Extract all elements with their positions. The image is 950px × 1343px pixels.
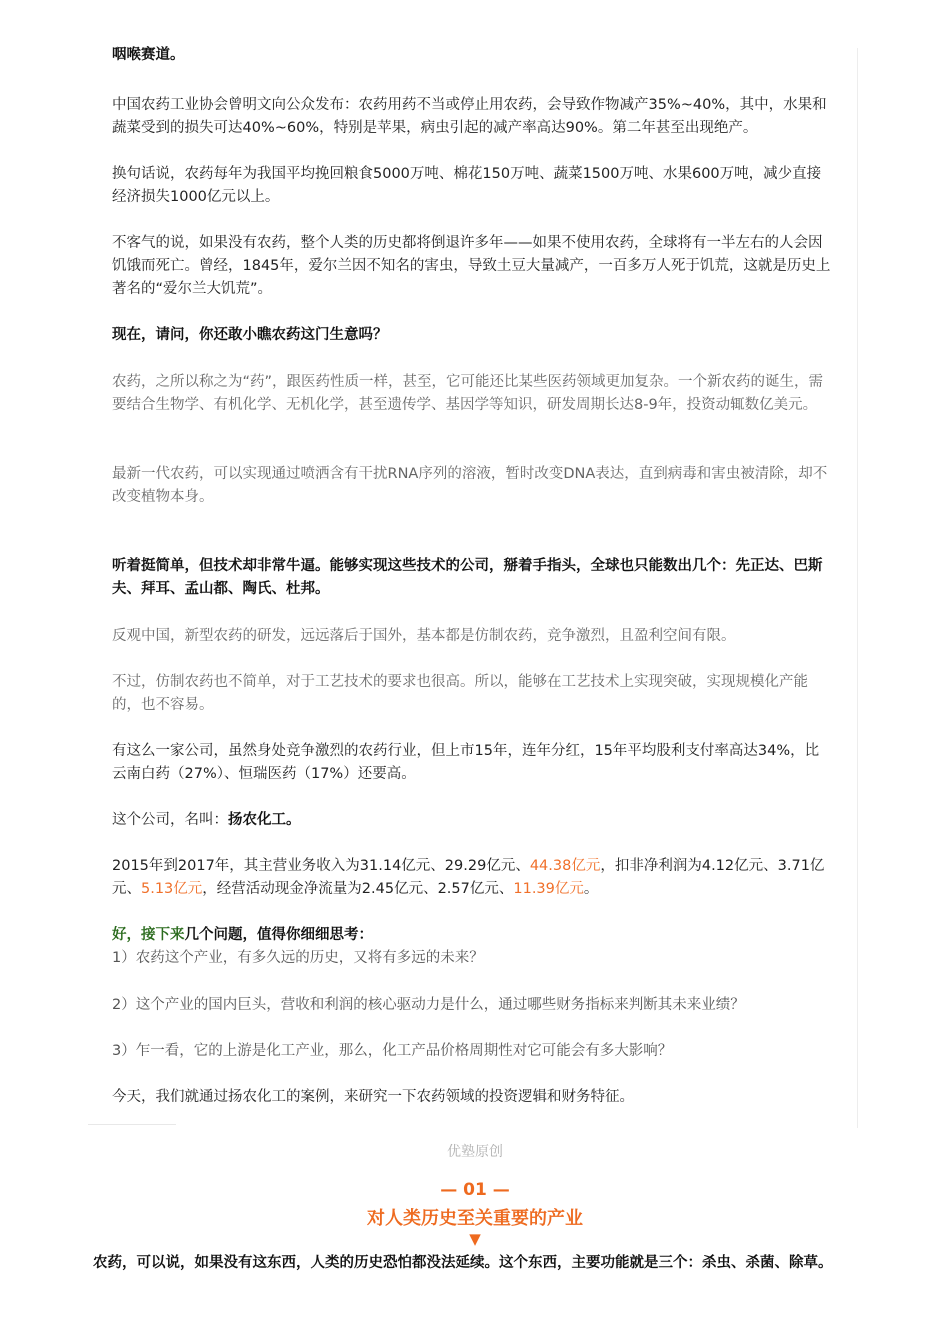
section-intro: 农药，可以说，如果没有这东西，人类的历史恐怕都没法延续。这个东西，主要功能就是三个：杀虫、杀菌、除草。 bbox=[93, 1255, 833, 1271]
paragraph-china-comparison: 反观中国，新型农药的研发，远远落后于国外，基本都是仿制农药，竞争激烈，且盈利空间有限。 bbox=[112, 628, 736, 644]
financials-text-4: 。 bbox=[583, 881, 599, 897]
questions-intro-green: 好，接下来 bbox=[112, 927, 185, 943]
financials-text-3: ，经营活动现金净流量为2.45亿元、2.57亿元、 bbox=[202, 881, 514, 897]
paragraph-rna-pesticide: 最新一代农药，可以实现通过喷洒含有干扰RNA序列的溶液，暂时改变DNA表达，直到病毒和害虫被清除，却不改变植物本身。 bbox=[112, 466, 828, 505]
paragraph-generic-pesticide: 不过，仿制农药也不简单，对于工艺技术的要求也很高。所以，能够在工艺技术上实现突破，实现规模化产能的，也不容易。 bbox=[112, 674, 808, 713]
section-number: — 01 — bbox=[440, 1180, 510, 1200]
paragraph-company-dividends: 有这么一家公司，虽然身处竞争激烈的农药行业，但上市15年，连年分红，15年平均股利支付率高达34%，比云南白药（27%）、恒瑞医药（17%）还要高。 bbox=[112, 743, 820, 782]
paragraph-question-heading: 现在，请问，你还敢小瞧农药这门生意吗？ bbox=[112, 327, 388, 343]
down-arrow-icon: ▼ bbox=[469, 1230, 481, 1248]
question-3: 3）乍一看，它的上游是化工产业，那么，化工产品价格周期性对它可能会有多大影响？ bbox=[112, 1043, 673, 1059]
paragraph-irish-famine: 不客气的说，如果没有农药，整个人类的历史都将倒退许多年——如果不使用农药，全球将有一半左右的人会因饥饿而死亡。曾经，1845年，爱尔兰因不知名的害虫，导致土豆大量减产，一百多万人死于饥荒，这就是历史上著名的“爱尔兰大饥荒”。 bbox=[112, 235, 831, 297]
paragraph-annual-savings: 换句话说，农药每年为我国平均挽回粮食5000万吨、棉花150万吨、蔬菜1500万吨、水果600万吨，减少直接经济损失1000亿元以上。 bbox=[112, 166, 822, 205]
question-1: 1）农药这个产业，有多久远的历史，又将有多远的未来？ bbox=[112, 950, 484, 966]
paragraph-questions-intro bbox=[112, 924, 832, 947]
paragraph-heading-throat: 咽喉赛道。 bbox=[112, 47, 185, 63]
paragraph-pesticide-association: 中国农药工业协会曾明文向公众发布：农药用药不当或停止用农药，会导致作物减产35%~40%，其中，水果和蔬菜受到的损失可达40%~60%，特别是苹果，病虫引起的减产率高达90%。第二年甚至出现绝产。 bbox=[112, 97, 827, 136]
paragraph-global-companies: 听着挺简单，但技术却非常牛逼。能够实现这些技术的公司，掰着手指头，全球也只能数出几个：先正达、巴斯夫、拜耳、孟山都、陶氏、杜邦。 bbox=[112, 558, 823, 597]
company-name: 扬农化工。 bbox=[228, 812, 301, 828]
page-frame-line bbox=[857, 48, 858, 1128]
cashflow-2017-highlight: 11.39亿元 bbox=[513, 881, 584, 897]
section-title: 对人类历史至关重要的产业 bbox=[367, 1208, 583, 1229]
financials-text-2: ，扣非净利润为4.12亿元、3.71亿元、 bbox=[112, 858, 825, 897]
paragraph-company-name bbox=[112, 809, 832, 832]
questions-intro-bold: 几个问题，值得你细细思考： bbox=[184, 927, 373, 943]
source-label: 优塾原创 bbox=[447, 1144, 503, 1160]
financials-text-1: 2015年到2017年，其主营业务收入为31.14亿元、29.29亿元、 bbox=[112, 858, 530, 874]
paragraph-financials bbox=[112, 855, 832, 901]
profit-2017-highlight: 5.13亿元 bbox=[141, 881, 203, 897]
question-2: 2）这个产业的国内巨头，营收和利润的核心驱动力是什么，通过哪些财务指标来判断其未来业绩？ bbox=[112, 997, 745, 1013]
company-name-prefix: 这个公司，名叫： bbox=[112, 812, 228, 828]
paragraph-pesticide-complexity: 农药，之所以称之为“药”，跟医药性质一样，甚至，它可能还比某些医药领域更加复杂。一个新农药的诞生，需要结合生物学、有机化学、无机化学，甚至遗传学、基因学等知识，研发周期长达8-9年，投资动辄数亿美元。 bbox=[112, 374, 824, 413]
paragraph-conclusion: 今天，我们就通过扬农化工的案例，来研究一下农药领域的投资逻辑和财务特征。 bbox=[112, 1089, 634, 1105]
revenue-2017-highlight: 44.38亿元 bbox=[529, 858, 601, 874]
divider bbox=[88, 1124, 176, 1125]
